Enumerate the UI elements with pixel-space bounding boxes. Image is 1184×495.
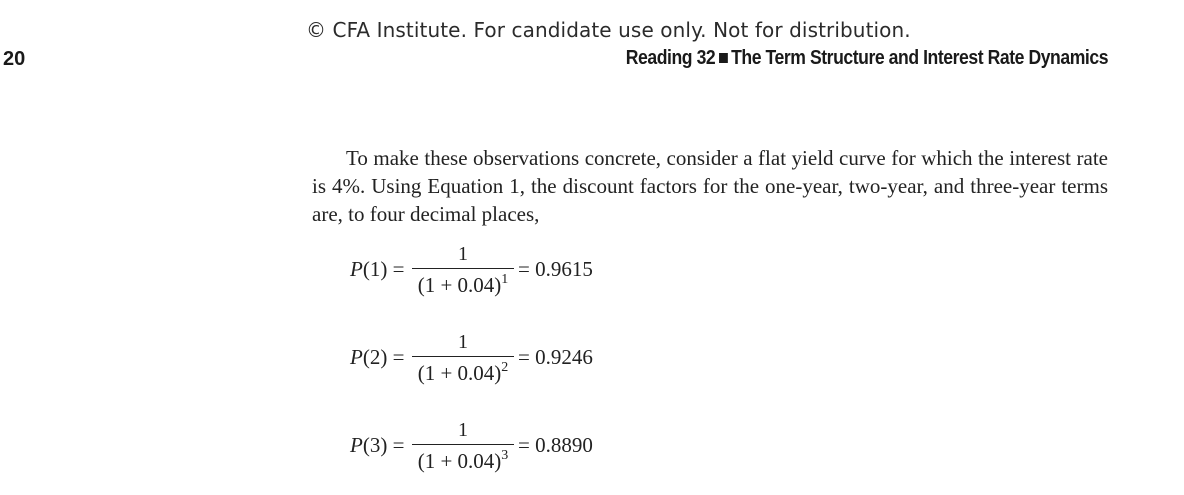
equation-lhs: P(2) = — [350, 345, 405, 369]
page-number: 20 — [3, 48, 26, 70]
equation-denominator: $(1 + 0.04)^3$ — [417, 448, 509, 473]
equation-lhs: P(1) = — [350, 257, 405, 281]
equation-numerator: 1 — [458, 243, 468, 265]
equation-denominator: $(1 + 0.04)^2$ — [417, 360, 509, 385]
copyright-watermark: © CFA Institute. For candidate use only. Not for distribution. — [306, 18, 911, 42]
equation-lhs: P(3) = — [350, 433, 405, 457]
running-head — [626, 47, 1108, 70]
equation-result: = 0.9615 — [518, 257, 593, 281]
equation-result: = 0.8890 — [518, 433, 593, 457]
reading-label: Reading 32 — [625, 47, 716, 69]
fraction-bar — [412, 268, 514, 269]
fraction-bar — [412, 444, 514, 445]
equation-result: = 0.9246 — [518, 345, 593, 369]
equation-fraction — [412, 419, 514, 473]
equation-exponent: 3 — [501, 448, 509, 463]
equation-numerator: 1 — [458, 331, 468, 353]
body-paragraph: To make these observations concrete, consider a flat yield curve for which the interest rate is 4%. Using Equation 1, the discount factors for the one-year, two-year, and three-year terms are, to four decimal places, — [312, 146, 1108, 226]
equation-numerator: 1 — [458, 419, 468, 441]
fraction-bar — [412, 356, 514, 357]
chapter-title: The Term Structure and Interest Rate Dynamics — [731, 47, 1108, 69]
equation-exponent: 2 — [501, 360, 509, 375]
equation-exponent: 1 — [501, 272, 509, 287]
equation-fraction — [412, 243, 514, 297]
separator-square-icon — [719, 53, 728, 63]
equation-fraction — [412, 331, 514, 385]
equation-denominator: $(1 + 0.04)^1$ — [417, 272, 509, 297]
